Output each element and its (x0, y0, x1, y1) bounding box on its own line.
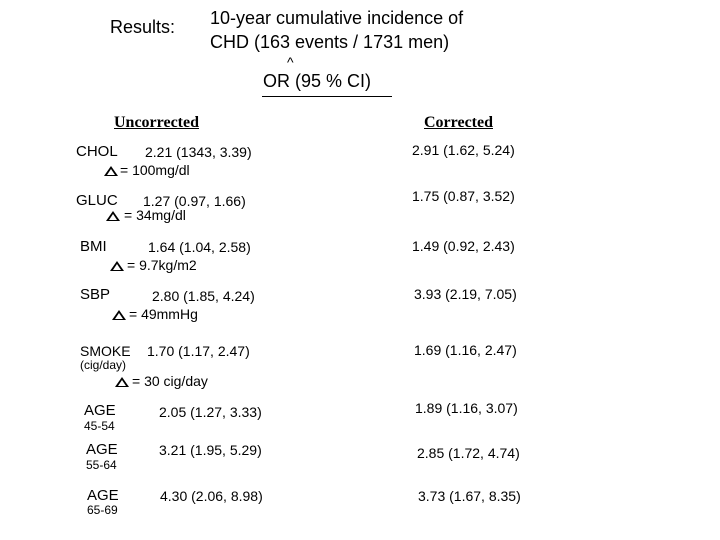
delta-icon (104, 166, 118, 176)
row-sublabel-age: 65-69 (87, 503, 118, 517)
delta-value-gluc: = 34mg/dl (124, 207, 186, 223)
uncorrected-value-smoke: 1.70 (1.17, 2.47) (147, 343, 250, 359)
corrected-value-gluc: 1.75 (0.87, 3.52) (412, 188, 515, 204)
or-ci-label: OR (95 % CI) (263, 71, 372, 91)
uncorrected-value-age: 4.30 (2.06, 8.98) (160, 488, 263, 504)
row-label-age: AGE (86, 441, 118, 458)
row-label-smoke: SMOKE (80, 343, 131, 359)
row-label-age: AGE (84, 402, 116, 419)
uncorrected-value-sbp: 2.80 (1.85, 4.24) (152, 288, 255, 304)
corrected-value-age: 1.89 (1.16, 3.07) (415, 400, 518, 416)
uncorrected-value-gluc: 1.27 (0.97, 1.66) (143, 193, 246, 209)
corrected-value-age: 2.85 (1.72, 4.74) (417, 445, 520, 461)
column-header-uncorrected: Uncorrected (114, 114, 199, 131)
uncorrected-value-age: 2.05 (1.27, 3.33) (159, 404, 262, 420)
row-label-age: AGE (87, 487, 119, 504)
title-line-2: CHD (163 events / 1731 men) (210, 32, 450, 52)
row-label-sbp: SBP (80, 286, 111, 303)
row-sublabel-smoke: (cig/day) (80, 358, 127, 372)
corrected-value-chol: 2.91 (1.62, 5.24) (412, 142, 515, 158)
row-sublabel-age: 45-54 (84, 419, 115, 433)
column-header-corrected: Corrected (424, 114, 493, 131)
row-label-gluc: GLUC (76, 192, 118, 209)
delta-value-bmi: = 9.7kg/m2 (127, 257, 197, 273)
corrected-value-smoke: 1.69 (1.16, 2.47) (414, 342, 517, 358)
corrected-value-bmi: 1.49 (0.92, 2.43) (412, 238, 515, 254)
delta-value-sbp: = 49mmHg (129, 306, 198, 322)
delta-icon (106, 211, 120, 221)
uncorrected-value-age: 3.21 (1.95, 5.29) (159, 442, 262, 458)
or-hat: ^ (287, 54, 294, 70)
corrected-value-sbp: 3.93 (2.19, 7.05) (414, 286, 517, 302)
delta-value-smoke: = 30 cig/day (132, 373, 208, 389)
row-label-bmi: BMI (80, 238, 107, 255)
delta-icon (115, 377, 129, 387)
row-label-chol: CHOL (76, 143, 118, 160)
delta-value-chol: = 100mg/dl (120, 162, 190, 178)
or-underline (262, 96, 392, 97)
row-sublabel-age: 55-64 (86, 458, 117, 472)
delta-icon (110, 261, 124, 271)
results-label: Results: (110, 17, 176, 37)
uncorrected-value-bmi: 1.64 (1.04, 2.58) (148, 239, 251, 255)
uncorrected-value-chol: 2.21 (1343, 3.39) (145, 144, 252, 160)
delta-icon (112, 310, 126, 320)
title-line-1: 10-year cumulative incidence of (210, 8, 464, 28)
corrected-value-age: 3.73 (1.67, 8.35) (418, 488, 521, 504)
